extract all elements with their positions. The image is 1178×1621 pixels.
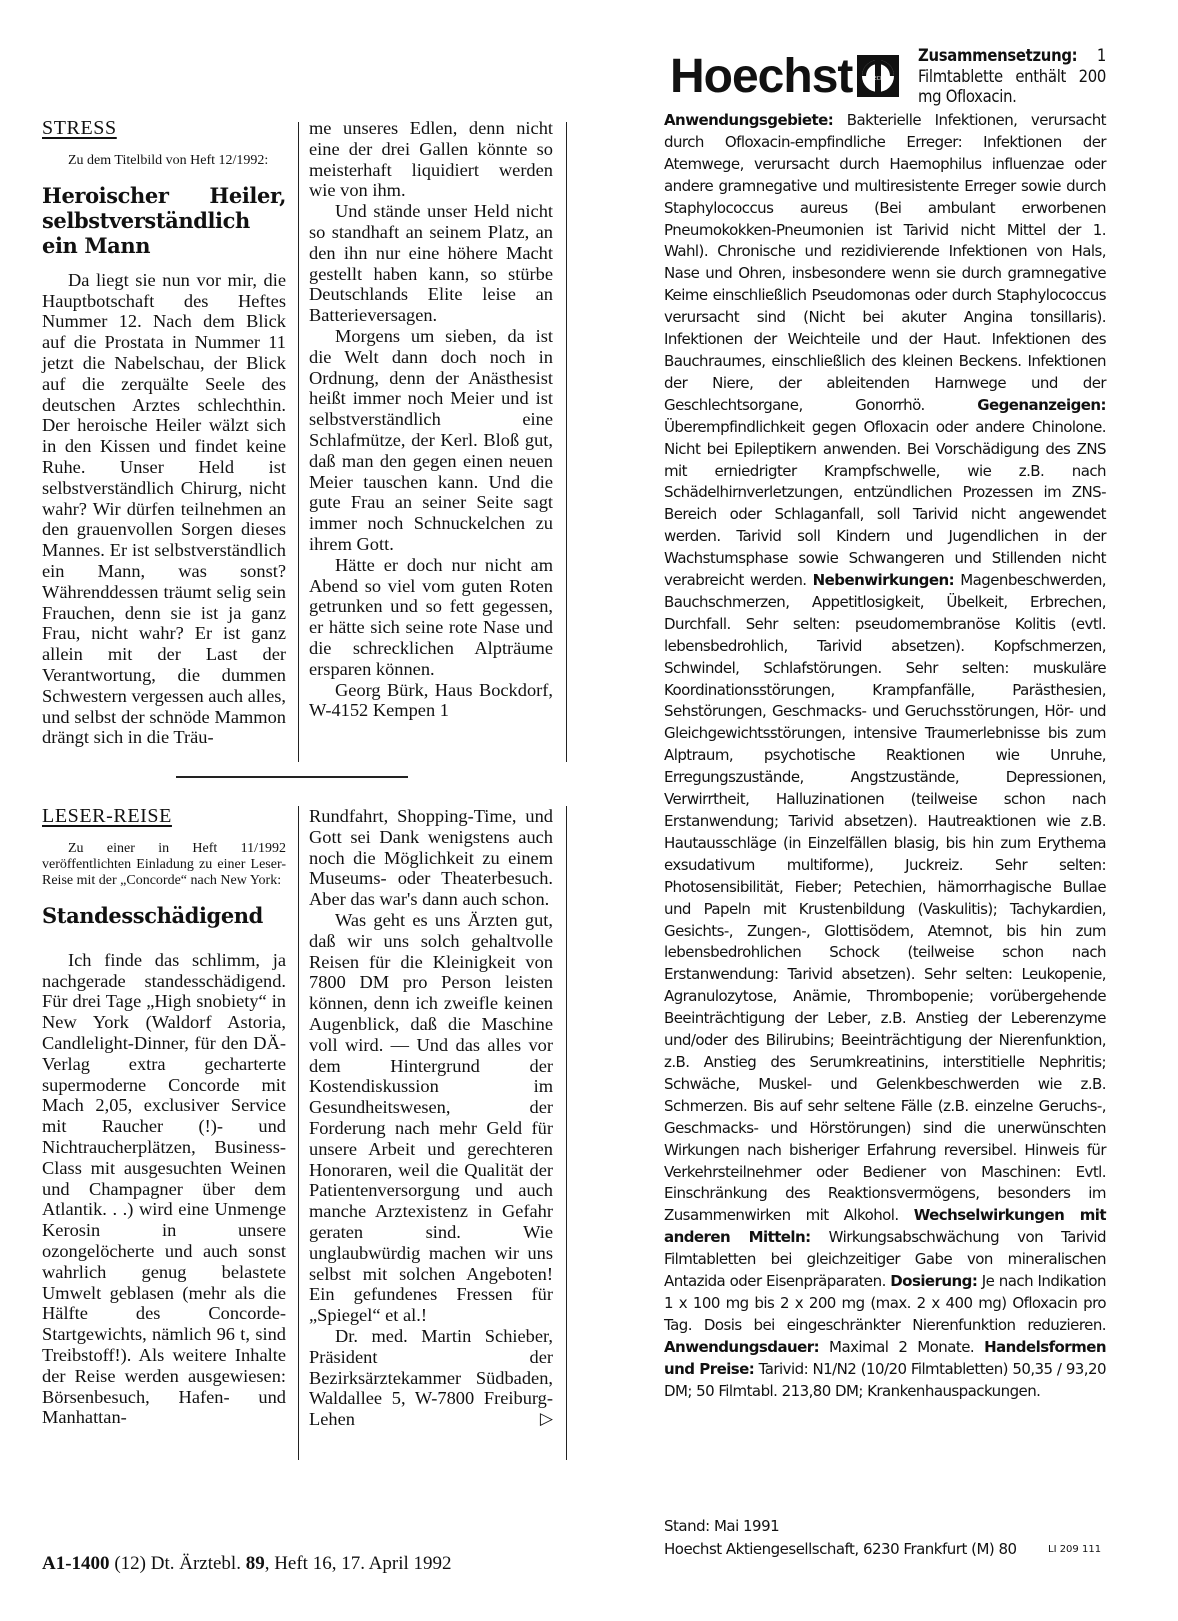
letter1-column-right (309, 118, 553, 721)
logo-text: HOECHST (865, 76, 891, 82)
section-label-stress: STRESS (42, 117, 117, 139)
ad-company-address: Hoechst Aktiengesellschaft, 6230 Frankfurt (M) 80 (664, 1540, 1017, 1558)
page-footer (42, 1553, 452, 1575)
letter2-body-part1: Ich finde das schlimm, ja nachgerade standesschädigend. Für drei Tage „High snobiety“ in New York (Waldorf Astoria, Candlelight-Dinner, für den DÄ-Verlag extra gecharterte supermoderne Concorde mit Mach 2,05, exclusiver Service mit Raucher (!)- und Nichtraucherplätzen, Business-Class mit ausgesuchten Weinen und Champagner über dem Atlantik. . .) wird eine Unmenge Kerosin in unsere ozongelöcherte und auch sonst wahrlich genug belastete Umwelt geblasen (mehr als die Hälfte des Concorde-Startgewichts, nämlich 96 t, sind Treibstoff!). Als weitere Inhalte der Reise werden ausgewiesen: Börsenbesuch, Hafen- und Manhattan- (42, 949, 286, 1428)
letter1-body-part4: Morgens um sieben, da ist die Welt dann doch noch in Ordnung, denn der Anästhesist heißt immer noch Meier und ist selbstverständlich eine Schlafmütze, der Kerl. Bloß gut, daß man den gegen einen neuen Meier tauschen kann. Und die gute Frau an seiner Seite sagt immer noch Schnuckelchen zu ihrem Gott. (309, 325, 553, 554)
letter1-column-left (42, 118, 286, 748)
section-separator (176, 776, 408, 778)
letter2-column-left (42, 806, 286, 1428)
ad-stand-date: Stand: Mai 1991 (664, 1517, 780, 1535)
heading-anwendungsdauer: Anwendungsdauer: (664, 1337, 820, 1356)
letter2-intro: Zu einer in Heft 11/1992 veröffentlichten Einladung zu einer Leser-Reise mit der „Concorde“ nach New York: (42, 840, 286, 888)
column-divider (298, 806, 299, 1460)
issue-date: , Heft 16, 17. April 1992 (264, 1553, 452, 1574)
section-label-leser-reise: LESER-REISE (42, 805, 172, 827)
journal-name: Dt. Ärztebl. (150, 1553, 241, 1574)
heading-nebenwirkungen: Nebenwirkungen: (812, 571, 955, 590)
continue-arrow-icon: ▷ (539, 1409, 553, 1430)
letter1-intro: Zu dem Titelbild von Heft 12/1992: (68, 152, 269, 168)
letter2-headline: Standesschädigend (42, 902, 263, 928)
letter1-body-part2: me unseres Edlen, denn nicht eine der drei Gallen könnte so meisterhaft liquidiert werden wie von ihm. (309, 118, 553, 201)
ad-header (664, 46, 1106, 108)
letter1-body-part1: Da liegt sie nun vor mir, die Hauptbotschaft des Heftes Nummer 12. Nach dem Blick auf die Prostata in Nummer 11 jetzt die Nabelschau, der Blick auf die zerquälte Seele des deutschen Arztes schlechthin. Der heroische Heiler wälzt sich in den Kissen und findet keine Ruhe. Unser Held ist selbstverständlich Chirurg, nicht wahr? Wir dürfen teilnehmen an den grauenvollen Sorgen dieses Mannes. Er ist selbstverständlich ein Mann, was sonst? Währenddessen träumt selig sein Frauchen, denn sie ist ja ganz Frau, nicht wahr? Er ist ganz allein mit der Last der Verantwortung, die dummen Schwestern vergessen auch alles, und selbst der schnöde Mammon drängt sich in die Träu- (42, 269, 286, 748)
hoechst-logo-icon (856, 54, 900, 98)
heading-gegenanzeigen: Gegenanzeigen: (977, 395, 1106, 414)
column-divider (566, 806, 567, 1460)
heading-wechselwirkungen: Wechselwirkungen mit anderen Mitteln: (664, 1206, 1107, 1247)
column-divider (298, 122, 299, 762)
ad-composition: Zusammensetzung: 1 Filmtablette enthält 200 mg Ofloxacin. (918, 46, 1106, 106)
page-number: A1-1400 (42, 1553, 110, 1574)
ad-body-text: Anwendungsgebiete: Bakterielle Infektionen, verursacht durch Ofloxacin-empfindliche Erreger: Infektionen der Atemwege, verursacht durch Haemophilus influenzae oder andere gramnegative und multiresistente Erreger sowie durch Staphylococcus aureus (Bei ambulant erworbenen Pneumokokken-Pneumonien ist Tarivid nicht Mittel der 1. Wahl). Chronische und rezidivierende Infektionen von Hals, Nase und Ohren, insbesondere wenn sie durch gramnegative Keime einschließlich Pseudomonas oder durch Staphylococcus verursacht sind (Nicht bei akuter Angina tonsillaris). Infektionen der Weichteile und der Haut. Infektionen des Bauchraumes, einschließlich des kleinen Beckens. Infektionen der Niere, der ableitenden Harnwege und der Geschlechtsorgane, Gonorrhö. Gegenanzeigen: Überempfindlichkeit gegen Ofloxacin oder andere Chinolone. Nicht bei Epileptikern anwenden. Bei Vorschädigung des ZNS mit erniedrigter Krampfschwelle, wie z.B. nach Schädelhirnverletzungen, entzündlichen Prozessen im ZNS-Bereich oder Schlaganfall, soll Tarivid nicht angewendet werden. Tarivid soll Kindern und Jugendlichen in der Wachstumsphase sowie Schwangeren und Stillenden nicht verabreicht werden. Nebenwirkungen: Magenbeschwerden, Bauchschmerzen, Appetitlosigkeit, Übelkeit, Erbrechen, Durchfall. Sehr selten: pseudomembranöse Kolitis (evtl. lebensbedrohlich, Tarivid absetzen). Kopfschmerzen, Schwindel, Schlafstörungen. Sehr selten: muskuläre Koordinationsstörungen, Krampfanfälle, Parästhesien, Sehstörungen, Geschmacks- und Geruchsstörungen, Hör- und Gleichgewichtsstörungen, intensive Traumerlebnisse bis zum Alptraum, psychotische Reaktionen wie Unruhe, Erregungszustände, Angstzustände, Depressionen, Verwirrtheit, Halluzinationen (teilweise schon nach Erstanwendung; Tarivid absetzen). Hautreaktionen wie z.B. Hautausschläge (in Einzelfällen blasig, bis hin zum Erythema exsudativum multiforme), Juckreiz. Sehr selten: Photosensibilität, Fieber; Petechien, hämorrhagische Bullae und Papeln mit Krustenbildung (Vaskulitis); Tachykardien, Gesichts-, Zungen-, Glottisödem, Atemnot, bis hin zum lebensbedrohlichen Schock (teilweise schon nach Erstanwendung: Tarivid absetzen). Sehr selten: Leukopenie, Agranulozytose, Anämie, Thrombopenie; vorübergehende Beeinträchtigung der Leber, z.B. Anstieg der Leberenzyme und/oder des Bilirubins; Beeinträchtigung der Nierenfunktion, z.B. Anstieg des Serumkreatinins, interstitielle Nephritis; Schwäche, Muskel- und Gelenkbeschwerden wie z.B. Schmerzen. Bis auf sehr seltene Fälle (z.B. einzelne Geruchs-, Geschmacks- und Hörstörungen) sind die unerwünschten Wirkungen nach bisheriger Erfahrung reversibel. Hinweis für Verkehrsteilnehmer oder Bediener von Maschinen: Evtl. Einschränkung des Reaktionsvermögens, besonders im Zusammenwirken mit Alkohol. Wechselwirkungen mit anderen Mitteln: Wirkungsabschwächung von Tarivid Filmtabletten bei gleichzeitiger Gabe von mineralischen Antazida oder Eisenpräparaten. Dosierung: Je nach Indikation 1 x 100 mg bis 2 x 200 mg (max. 2 x 400 mg) Ofloxacin pro Tag. Dosis bei eingeschränkter Nierenfunktion reduzieren. Anwendungsdauer: Maximal 2 Monate. Handelsformen und Preise: Tarivid: N1/N2 (10/20 Filmtabletten) 50,35 / 93,20 DM; 50 Filmtabl. 213,80 DM; Krankenhauspackungen. (664, 111, 1107, 1400)
journal-volume: 89 (245, 1553, 265, 1574)
heading-anwendungsgebiete: Anwendungsgebiete: (664, 111, 834, 129)
brand-wordmark: Hoechst (670, 50, 853, 103)
letter2-body-part2: Rundfahrt, Shopping-Time, und Gott sei Dank wenigstens auch noch die Möglichkeit zu einem Museums- oder Theaterbesuch. Aber das war's dann auch schon. (309, 806, 553, 910)
letter2-body-part3: Was geht es uns Ärzten gut, daß wir uns solch gehaltvolle Reisen für die Kleinigkeit von 7800 DM pro Person leisten können, denn ich zweifle keinen Augenblick, daß die Maschine voll wird. — Und das alles vor dem Hintergrund der Kostendiskussion im Gesundheitswesen, der Forderung nach mehr Geld für unsere Arbeit und gerechteren Honoraren, weil die Qualität der Patientenversorgung und auch manche Arztexistenz in Gefahr geraten sind. Wie unglaubwürdig machen wir uns selbst mit solchen Angeboten! Ein gefundenes Fressen für „Spiegel“ et al.! (309, 909, 553, 1326)
heading-dosierung: Dosierung: (890, 1272, 978, 1291)
letter2-column-right (309, 806, 553, 1430)
letter2-signature: Dr. med. Martin Schieber, Präsident der Bezirksärztekammer Südbaden, Waldallee 5, W-7800 Freiburg-Lehen ▷ (309, 1325, 553, 1430)
letter1-body-part5: Hätte er doch nur nicht am Abend so viel vom guten Roten getrunken und so fett gegessen, er hätte sich seine rote Nase und die schrecklichen Alpträume ersparen können. (309, 554, 553, 679)
heading-handelsformen: Handelsformen und Preise: (664, 1337, 1106, 1378)
ad-reference-code: LI 209 111 (1048, 1544, 1102, 1555)
pharma-advertisement (664, 46, 1107, 1558)
letter1-body-part3: Und stände unser Held nicht so standhaft an seinem Platz, an den ihn nur eine höhere Macht gestellt haben kann, so stürbe Deutschlands Elite leise an Batterieversagen. (309, 201, 553, 326)
column-divider (566, 122, 567, 762)
heading-zusammensetzung: Zusammensetzung: (918, 46, 1078, 65)
letter1-headline: Heroischer Heiler, selbstverständlich ein Mann (42, 182, 286, 258)
issue-number: (12) (114, 1553, 146, 1574)
letter1-signature: Georg Bürk, Haus Bockdorf, W-4152 Kempen 1 (309, 679, 553, 721)
